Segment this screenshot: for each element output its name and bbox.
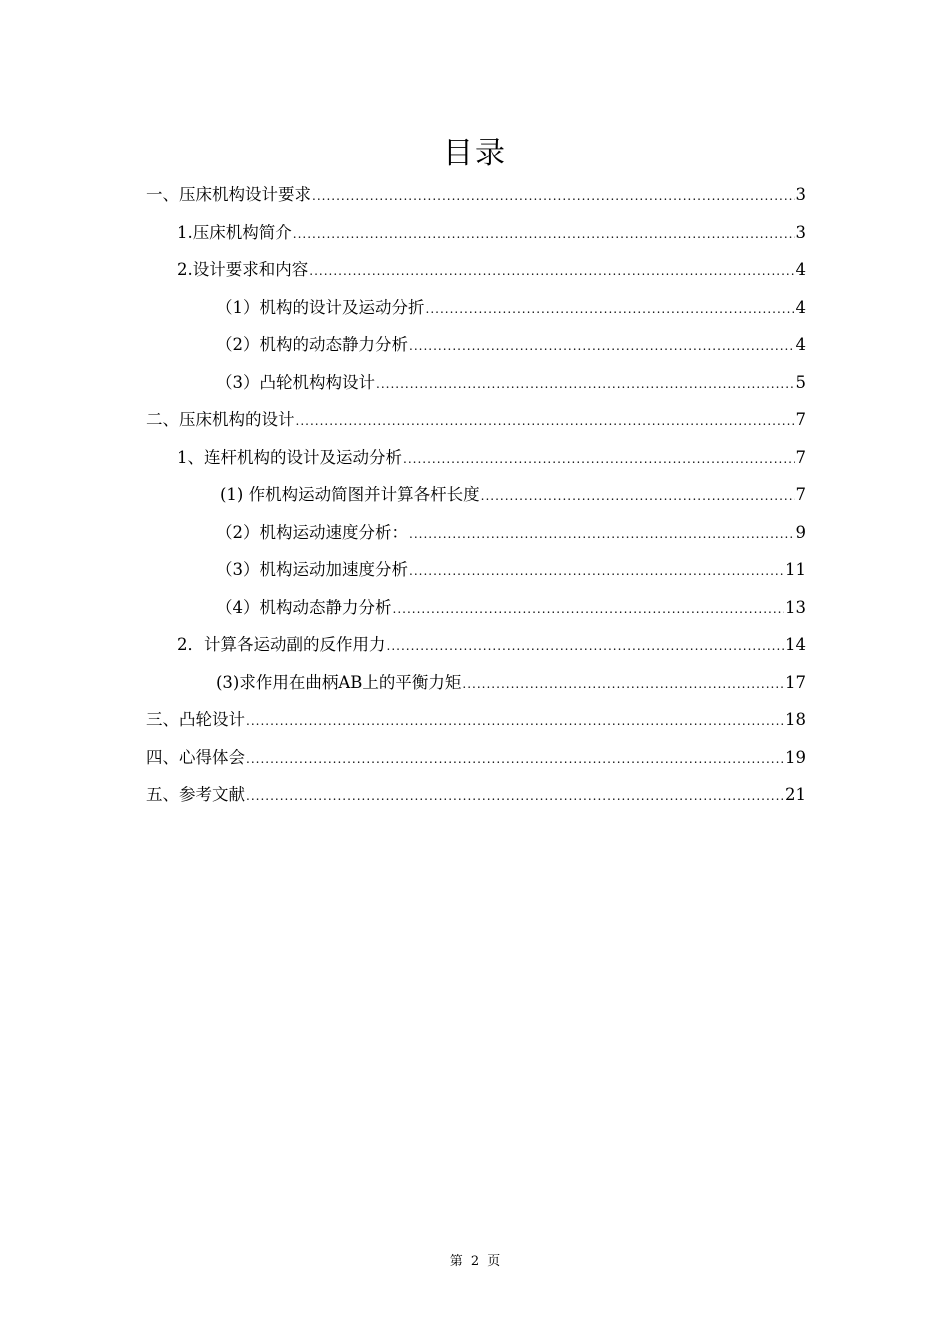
toc-entry-text: （4）机构动态静力分析: [216, 597, 392, 617]
toc-entry[interactable]: [146, 214, 806, 252]
toc-entry[interactable]: [146, 176, 806, 214]
toc-entry[interactable]: [146, 776, 806, 814]
toc-entry[interactable]: [146, 439, 806, 477]
toc-entry[interactable]: [146, 251, 806, 289]
toc-entry[interactable]: [146, 626, 806, 664]
toc-leader-dots: [246, 741, 784, 779]
toc-entry-text: 二、压床机构的设计: [146, 410, 295, 429]
toc-entry-text: 2．计算各运动副的反作用力: [177, 635, 386, 654]
toc-entry[interactable]: [146, 401, 806, 439]
toc-entry-page: 21: [785, 785, 806, 804]
toc-entry-page: 18: [785, 710, 806, 729]
toc-entry-page: 14: [785, 635, 806, 654]
toc-entry-text: 1.压床机构简介: [177, 222, 292, 242]
toc-entry-page: 13: [785, 597, 806, 617]
toc-entry-page: 7: [795, 447, 806, 467]
toc-entry-page: 5: [795, 372, 806, 392]
toc-entry-text: 1、连杆机构的设计及运动分析: [177, 447, 402, 467]
toc-leader-dots: [246, 703, 784, 741]
toc-entry[interactable]: [146, 664, 806, 702]
toc-entry[interactable]: [146, 326, 806, 364]
toc-entry-text: 一、压床机构设计要求: [146, 185, 311, 204]
toc-entry-text: (1) 作机构运动简图并计算各杆长度: [220, 485, 480, 504]
toc-leader-dots: [296, 403, 795, 441]
toc-leader-dots: [403, 441, 795, 479]
toc-leader-dots: [312, 178, 795, 216]
toc-leader-dots: [293, 216, 795, 254]
toc-entry-text: 三、凸轮设计: [146, 710, 245, 729]
toc-leader-dots: [409, 553, 784, 591]
toc-leader-dots: [409, 328, 795, 366]
toc-entry-page: 9: [795, 522, 806, 542]
toc-entry-page: 7: [795, 485, 806, 504]
page-footer: 第 2 页: [449, 1254, 501, 1269]
toc-leader-dots: [387, 628, 785, 666]
toc-entry[interactable]: [146, 476, 806, 514]
toc-leader-dots: [393, 591, 785, 629]
toc-leader-dots: [309, 253, 794, 291]
toc-entry[interactable]: [146, 289, 806, 327]
toc-leader-dots: [426, 291, 795, 329]
toc-entry[interactable]: [146, 739, 806, 777]
toc-entry-text: （2）机构的动态静力分析: [216, 335, 408, 354]
toc-entry-text: （3）机构运动加速度分析: [216, 560, 408, 579]
toc-entry-text: 四、心得体会: [146, 747, 245, 767]
toc-entry-page: 3: [795, 185, 806, 204]
toc-entry-page: 11: [785, 560, 806, 579]
table-of-contents: [146, 176, 806, 814]
toc-entry[interactable]: [146, 551, 806, 589]
toc-entry-text: 2.设计要求和内容: [177, 260, 309, 279]
toc-entry-page: 7: [795, 410, 806, 429]
toc-leader-dots: [462, 666, 784, 704]
toc-entry-page: 4: [795, 297, 806, 317]
toc-entry-text: （2）机构运动速度分析：: [216, 522, 408, 542]
toc-entry[interactable]: [146, 514, 806, 552]
toc-leader-dots: [376, 366, 795, 404]
toc-entry[interactable]: [146, 364, 806, 402]
toc-entry-page: 4: [795, 260, 806, 279]
toc-entry[interactable]: [146, 589, 806, 627]
toc-entry-text: （1）机构的设计及运动分折: [216, 297, 425, 317]
toc-entry[interactable]: [146, 701, 806, 739]
toc-title: 目录: [443, 136, 507, 171]
toc-entry-page: 17: [785, 672, 806, 692]
toc-entry-page: 4: [795, 335, 806, 354]
toc-entry-text: 五、参考文献: [146, 785, 245, 804]
toc-entry-page: 19: [785, 747, 806, 767]
toc-leader-dots: [246, 778, 784, 816]
toc-entry-text: （3）凸轮机构构设计: [216, 372, 375, 392]
toc-leader-dots: [409, 516, 795, 554]
toc-leader-dots: [481, 478, 795, 516]
toc-entry-text: (3)求作用在曲柄AB上的平衡力矩: [216, 672, 462, 692]
toc-entry-page: 3: [795, 222, 806, 242]
